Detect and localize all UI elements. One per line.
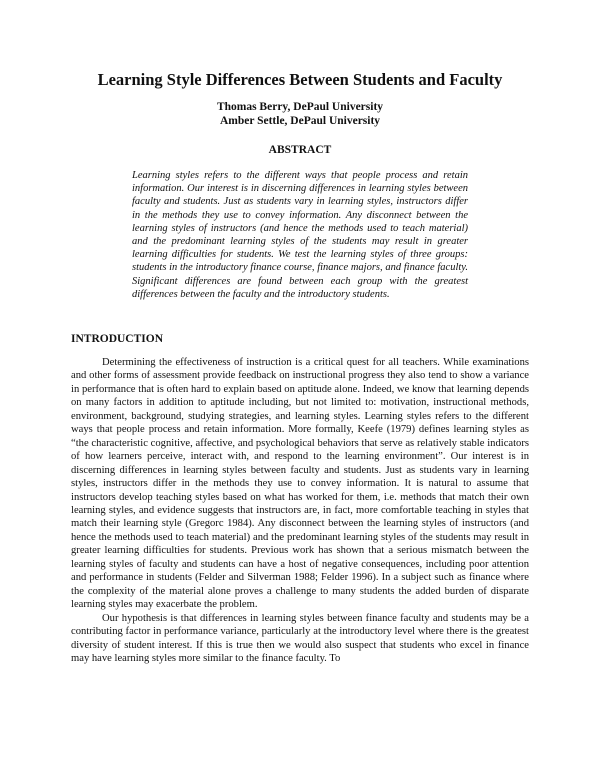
author-line: Thomas Berry, DePaul University xyxy=(216,101,384,113)
introduction-body xyxy=(71,356,529,665)
author-block xyxy=(40,100,560,128)
paper-title: Learning Style Differences Between Students and Faculty xyxy=(97,70,503,89)
abstract-text: Learning styles refers to the different ways that people process and retain information. Our interest is in discerning differences in learning styles between faculty and students. Just as students vary in learning styles, instructors differ in the methods they use to convey information. Any disconnect between the learning styles of instructors (and hence the methods used to teach material) and the predominant learning styles of the students may result in greater learning difficulties for students. We test the learning styles of three groups: students in the introductory finance course, finance majors, and finance faculty. Significant differences are found between each group with the greatest differences between the faculty and the introductory students. xyxy=(132,170,468,300)
body-paragraph: Determining the effectiveness of instruction is a critical quest for all teachers. While examinations and other forms of assessment provide feedback on instructional progress they also tend to show a variance in performance that is often hard to explain based on aptitude alone. Indeed, we know that learning depends on many factors in addition to aptitude including, but not limited to: motivation, instructional methods, environment, background, studying strategies, and learning styles. Learning styles refers to the different ways that people process and retain information. More formally, Keefe (1979) defines learning styles as “the characteristic cognitive, affective, and psychological behaviors that serve as relatively stable indicators of how learners perceive, interact with, and respond to the learning environment”. Our interest is in discerning differences in learning styles between faculty and students. Just as students vary in learning styles, instructors differ in the methods they use to convey information. It is natural to assume that instructors develop teaching styles based on what has worked for them, i.e. methods that match their own learning styles, and evidence suggests that instructors are, in fact, more comfortable teaching in styles that match their learning style (Gregorc 1984). Any disconnect between the learning styles of instructors (and hence the methods used to teach material) and the predominant learning styles of the students may result in greater learning difficulties for students. Previous work has shown that a serious mismatch between the learning styles of faculty and students can have a host of negative consequences, including poor attention and performance in students (Felder and Silverman 1988; Felder 1996). In a subject such as finance where the complexity of the material alone proves a challenge to many students the added burden of disparate learning styles may exacerbate the problem. xyxy=(71,357,529,611)
body-paragraph: Our hypothesis is that differences in learning styles between finance faculty and students may be a contributing factor in performance variance, particularly at the introductory level where there is the greatest diversity of student interest. If this is true then we would also suspect that students who excel in finance may have learning styles more similar to the finance faculty. To xyxy=(71,612,529,664)
introduction-heading: INTRODUCTION xyxy=(71,333,164,345)
abstract-heading: ABSTRACT xyxy=(268,144,332,156)
author-line: Amber Settle, DePaul University xyxy=(219,115,381,127)
